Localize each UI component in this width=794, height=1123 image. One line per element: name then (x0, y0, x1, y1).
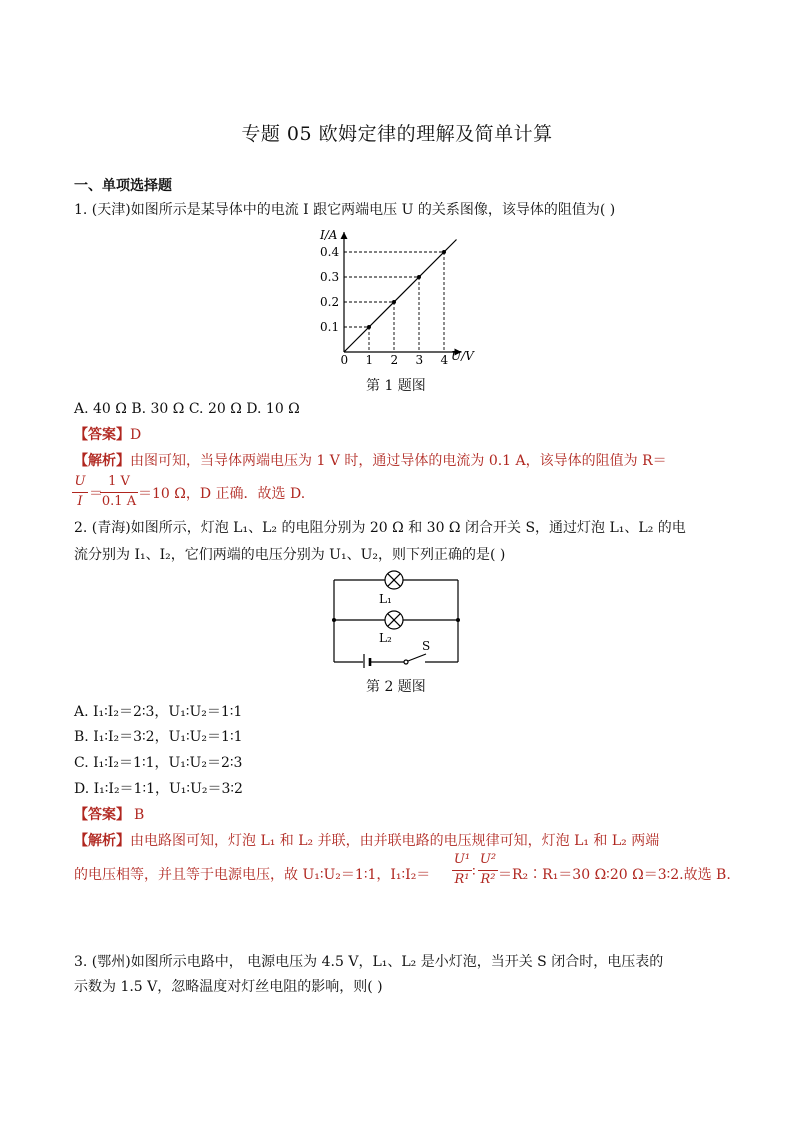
x-tick-label: 2 (390, 353, 399, 367)
y-tick-label: 0.2 (320, 295, 340, 309)
answer-value: B (134, 807, 145, 823)
data-point (392, 300, 396, 304)
frac-bar (100, 492, 138, 493)
answer-value: D (130, 427, 142, 443)
x-tick-label: 1 (365, 353, 374, 367)
chart-ylabel: I/A (320, 228, 338, 242)
series-line (344, 240, 457, 353)
lamp-icon (385, 571, 403, 589)
frac-bar (478, 870, 498, 871)
analysis-text: ＝10 Ω，D 正确．故选 D. (138, 486, 306, 502)
y-tick-label: 0.1 (320, 320, 340, 334)
q2-answer (74, 805, 144, 825)
q3-stem-line1: 3. (鄂州)如图所示电路中， 电源电压为 4.5 V，L₁、L₂ 是小灯泡，当开关 S 闭合时，电压表的 (74, 954, 664, 970)
battery-icon (364, 654, 370, 668)
frac-den: R² (480, 872, 496, 887)
data-point (417, 275, 421, 279)
q1-analysis-line1 (74, 451, 667, 471)
x-tick-label: 3 (415, 353, 424, 367)
lamp-icon (385, 611, 403, 629)
q2-figure-caption: 第 2 题图 (366, 679, 426, 695)
analysis-label: 【解析】 (74, 453, 130, 469)
q1-stem: 1. (天津)如图所示是某导体中的电流 I 跟它两端电压 U 的关系图像，该导体的阻值为( ) (74, 202, 616, 218)
frac-num: U² (479, 852, 497, 867)
label-s: S (422, 639, 431, 653)
frac-bar (72, 492, 88, 493)
frac-separator: ∶ (472, 864, 476, 880)
frac-bar (452, 870, 472, 871)
q2-analysis-line1 (74, 831, 659, 851)
frac-den: I (77, 494, 83, 509)
data-point (442, 250, 446, 254)
chart-xlabel: U/V (451, 349, 474, 363)
equals-sign: ＝ (89, 486, 103, 502)
q2-stem-line2: 流分别为 I₁、I₂，它们两端的电压分别为 U₁、U₂，则下列正确的是( ) (74, 547, 506, 563)
q2-analysis-line2a: 的电压相等，并且等于电源电压，故 U₁∶U₂＝1∶1，I₁∶I₂＝ (74, 867, 431, 883)
section-heading: 一、单项选择题 (74, 178, 172, 194)
q1-figure-caption: 第 1 题图 (366, 378, 426, 394)
q2-option-c: C. I₁∶I₂＝1∶1，U₁∶U₂＝2∶3 (74, 755, 243, 771)
data-point (367, 325, 371, 329)
answer-label: 【答案】 (74, 427, 130, 443)
chart-series (344, 240, 457, 353)
frac-den: 0.1 A (101, 494, 137, 509)
frac-den: R¹ (454, 872, 470, 887)
q2-option-b: B. I₁∶I₂＝3∶2，U₁∶U₂＝1∶1 (74, 729, 243, 745)
q2-option-a: A. I₁∶I₂＝2∶3，U₁∶U₂＝1∶1 (74, 704, 243, 720)
x-tick-label: 4 (440, 353, 449, 367)
q2-circuit (326, 570, 466, 668)
switch-icon (404, 654, 426, 664)
frac-num: 1 V (108, 474, 130, 489)
y-tick-label: 0.3 (320, 270, 340, 284)
q3-stem-line2: 示数为 1.5 V，忽略温度对灯丝电阻的影响，则( ) (74, 979, 383, 995)
q2-stem-line1: 2. (青海)如图所示，灯泡 L₁、L₂ 的电阻分别为 20 Ω 和 30 Ω 闭合开关 S，通过灯泡 L₁、L₂ 的电 (74, 520, 686, 536)
answer-label: 【答案】 (74, 807, 130, 823)
analysis-label: 【解析】 (74, 833, 130, 849)
junction-dot (456, 618, 460, 622)
q2-option-d: D. I₁∶I₂＝1∶1，U₁∶U₂＝3∶2 (74, 781, 243, 797)
q1-chart (300, 222, 500, 372)
frac-num: U (74, 474, 86, 489)
q1-options: A. 40 Ω B. 30 Ω C. 20 Ω D. 10 Ω (74, 401, 300, 417)
label-l1: L₁ (379, 592, 392, 606)
frac-num: U¹ (453, 852, 471, 867)
y-tick-label: 0.4 (320, 245, 340, 259)
q2-analysis-line2b: ＝R₂∶R₁＝30 Ω∶20 Ω＝3∶2.故选 B. (498, 867, 731, 883)
junction-dot (332, 618, 336, 622)
page-title: 专题 05 欧姆定律的理解及简单计算 (241, 123, 553, 145)
label-l2: L₂ (379, 631, 392, 645)
analysis-text: 由图可知，当导体两端电压为 1 V 时，通过导体的电流为 0.1 A，该导体的阻值为 R＝ (130, 453, 667, 469)
chart-ticks (320, 245, 449, 367)
x-tick-label: 0 (340, 353, 349, 367)
q1-answer (74, 425, 141, 445)
analysis-text: 由电路图可知，灯泡 L₁ 和 L₂ 并联，由并联电路的电压规律可知，灯泡 L₁ 和 L₂ 两端 (130, 833, 660, 849)
